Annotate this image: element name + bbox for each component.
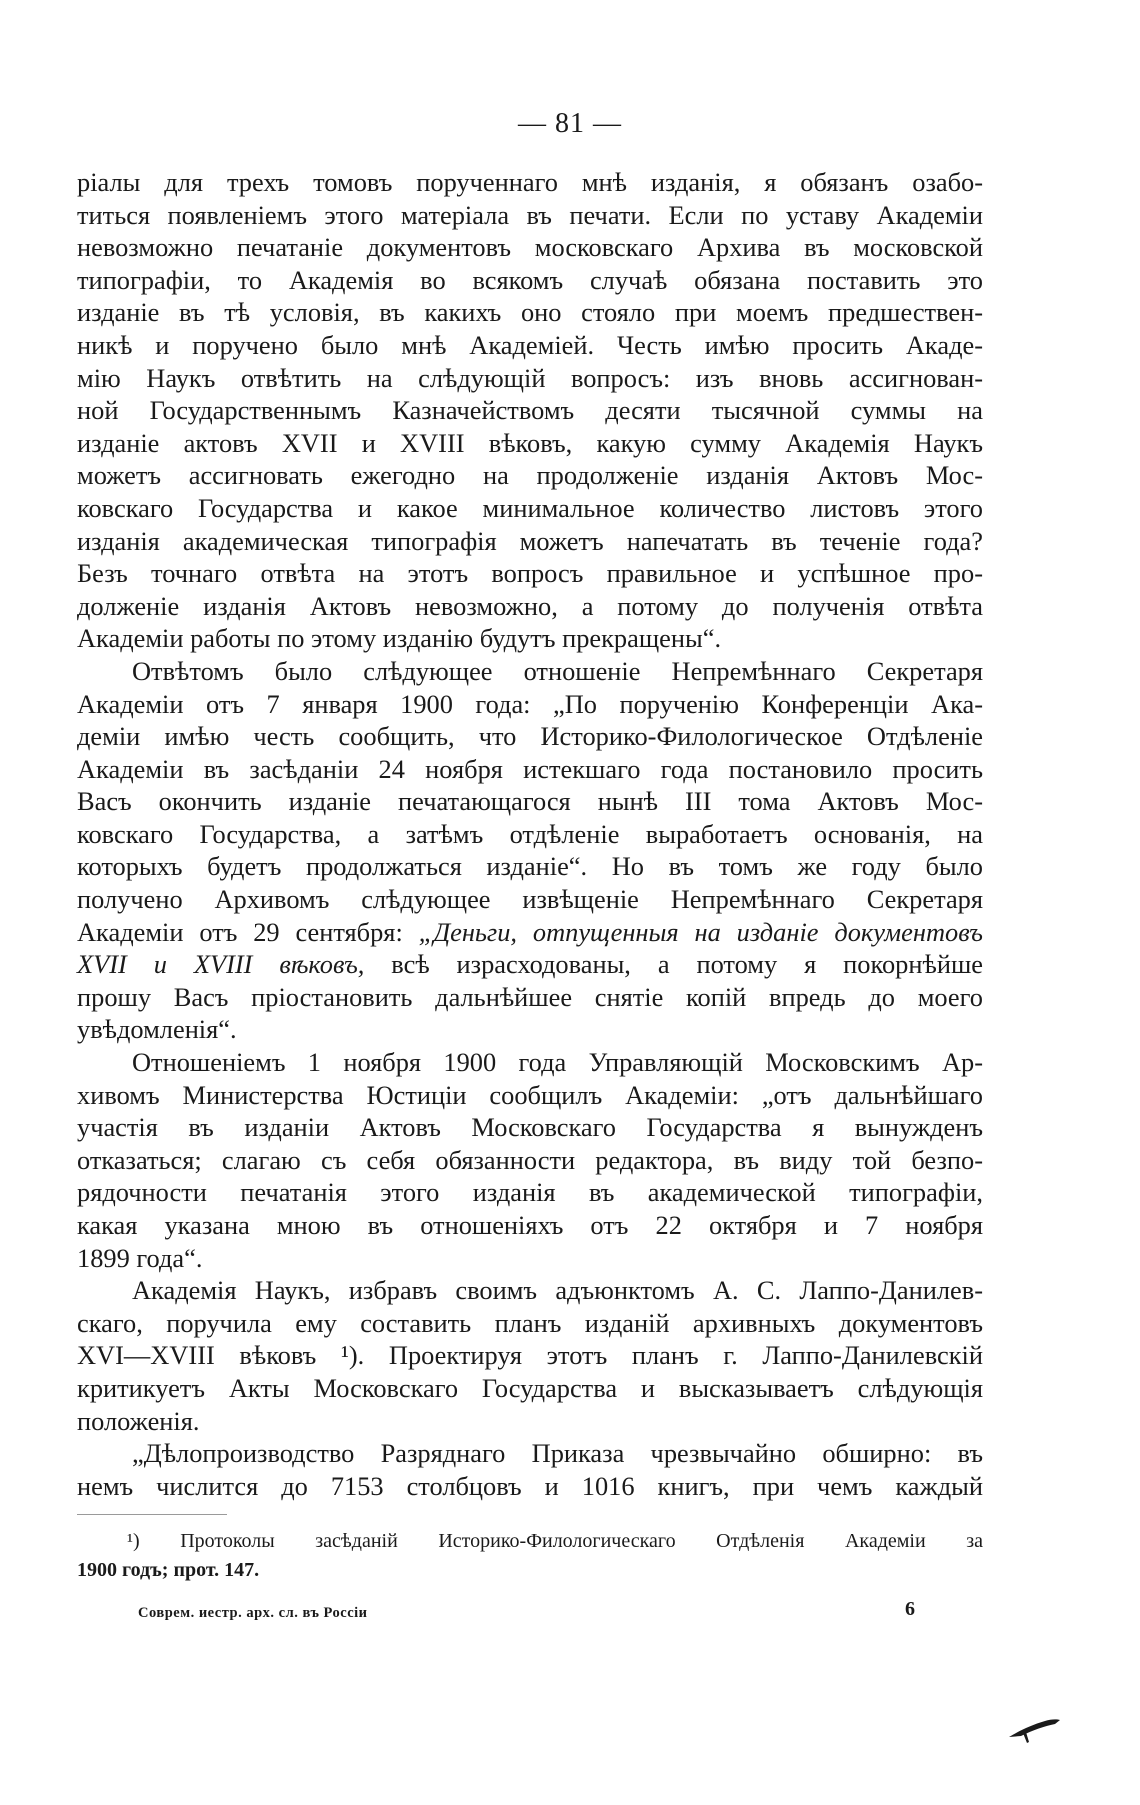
text-line: хивомъ Министерства Юстиціи сообщилъ Академіи: „отъ дальнѣйшаго xyxy=(77,1079,983,1110)
text-line: ріалы для трехъ томовъ порученнаго мнѣ изданія, я обязанъ озабо- xyxy=(77,167,983,197)
paragraph-3 xyxy=(77,1046,983,1274)
paragraph-5 xyxy=(77,1437,983,1502)
text-line: никѣ и поручено было мнѣ Академіей. Честь имѣю просить Акаде- xyxy=(77,329,983,360)
text-line: XVI—XVIII вѣковъ ¹). Проектируя этотъ планъ г. Лаппо-Данилевскій xyxy=(77,1340,983,1371)
text-span: всѣ израсходованы, а потому я покорнѣйше xyxy=(364,949,983,980)
text-line: ной Государственнымъ Казначействомъ десяти тысячной суммы на xyxy=(77,395,983,426)
text-line xyxy=(77,916,983,949)
text-line: Отношеніемъ 1 ноября 1900 года Управляющій Московскимъ Ар- xyxy=(132,1047,983,1078)
text-line: которыхъ будетъ продолжаться изданіе“. Но въ томъ же году было xyxy=(77,851,983,882)
text-line: отказаться; слагаю съ себя обязанности редактора, въ виду той безпо- xyxy=(77,1144,983,1175)
page-number: — 81 — xyxy=(518,108,622,139)
text-line: Безъ точнаго отвѣта на этотъ вопросъ правильное и успѣшное про- xyxy=(77,558,983,589)
text-line: Академіи отъ 7 января 1900 года: „По порученію Конференціи Ака- xyxy=(77,688,983,719)
text-line: увѣдомленія“. xyxy=(77,1014,237,1045)
footnote-divider xyxy=(77,1514,227,1515)
text-line: деміи имѣю честь сообщить, что Историко-Филологическое Отдѣленіе xyxy=(77,721,983,752)
text-line: какая указана мною въ отношеніяхъ отъ 22 октября и 7 ноября xyxy=(77,1210,983,1240)
text-line: ковскаго Государства, а затѣмъ отдѣленіе выработаетъ основанія, на xyxy=(77,818,983,849)
text-line: Отвѣтомъ было слѣдующее отношеніе Непремѣннаго Секретаря xyxy=(132,655,983,686)
italic-quote: XVII и XVIII вѣковъ, xyxy=(77,949,365,980)
text-line: можетъ ассигновать ежегодно на продолженіе изданія Актовъ Мос- xyxy=(77,460,983,491)
text-line: типографіи, то Академія во всякомъ случаѣ обязана поставить это xyxy=(77,264,983,295)
text-line: критикуетъ Акты Московскаго Государства и высказываетъ слѣдующія xyxy=(77,1372,983,1403)
body-text xyxy=(77,166,983,1502)
text-line: прошу Васъ пріостановить дальнѣйшее снятіе копій впредь до моего xyxy=(77,981,983,1012)
text-line: положенія. xyxy=(77,1405,200,1436)
text-line: 1899 года“. xyxy=(77,1242,203,1273)
text-line: Васъ окончить изданіе печатающагося нынѣ III тома Актовъ Мос- xyxy=(77,786,983,817)
text-span: Академіи отъ 29 сентября: xyxy=(77,916,419,947)
text-line: участія въ изданіи Актовъ Московскаго Государства я вынужденъ xyxy=(77,1112,983,1143)
paragraph-1 xyxy=(77,166,983,655)
paragraph-2 xyxy=(77,655,983,1046)
text-line: изданіе въ тѣ условія, въ какихъ оно стояло при моемъ предшествен- xyxy=(77,297,983,328)
footnote-line: 1900 годъ; прот. 147. xyxy=(77,1559,260,1581)
text-line: изданіе актовъ XVII и XVIII вѣковъ, какую сумму Академія Наукъ xyxy=(77,427,983,458)
footnote-line: ¹) Протоколы засѣданій Историко-Филологическаго Отдѣленія Академіи за xyxy=(127,1530,983,1552)
text-line: рядочности печатанія этого изданія въ академической типографіи, xyxy=(77,1177,983,1208)
sheet-number: 6 xyxy=(905,1598,915,1620)
text-line: изданія академическая типографія можетъ напечатать въ теченіе года? xyxy=(77,525,983,556)
ink-mark-icon xyxy=(1005,1715,1065,1745)
text-line xyxy=(77,948,983,981)
italic-quote: „Деньги, отпущенныя на изданіе документовъ xyxy=(418,916,983,947)
text-line: Академіи въ засѣданіи 24 ноября истекшаго года постановило просить xyxy=(77,753,983,784)
text-line: Академія Наукъ, избравъ своимъ адъюнктомъ А. С. Лаппо-Данилев- xyxy=(132,1275,983,1306)
text-line: получено Архивомъ слѣдующее извѣщеніе Непремѣннаго Секретаря xyxy=(77,884,983,915)
text-line: скаго, поручила ему составить планъ изданій архивныхъ документовъ xyxy=(77,1307,983,1338)
paragraph-4 xyxy=(77,1274,983,1437)
text-line: немъ числится до 7153 столбцовъ и 1016 книгъ, при чемъ каждый xyxy=(77,1470,983,1501)
text-line: „Дѣлопроизводство Разряднаго Приказа чрезвычайно обширно: въ xyxy=(132,1438,983,1469)
signature-line: Соврем. иестр. арх. сл. въ Россіи xyxy=(138,1605,368,1621)
text-line: невозможно печатаніе документовъ московскаго Архива въ московской xyxy=(77,232,983,263)
text-line: мію Наукъ отвѣтить на слѣдующій вопросъ: изъ вновь ассигнован- xyxy=(77,362,983,393)
footnote xyxy=(77,1527,983,1585)
text-line: ковскаго Государства и какое минимальное количество листовъ этого xyxy=(77,492,983,523)
text-line: Академіи работы по этому изданію будутъ прекращены“. xyxy=(77,623,722,654)
text-line: долженіе изданія Актовъ невозможно, а потому до полученія отвѣта xyxy=(77,590,983,621)
text-line: титься появленіемъ этого матеріала въ печати. Если по уставу Академіи xyxy=(77,199,983,230)
